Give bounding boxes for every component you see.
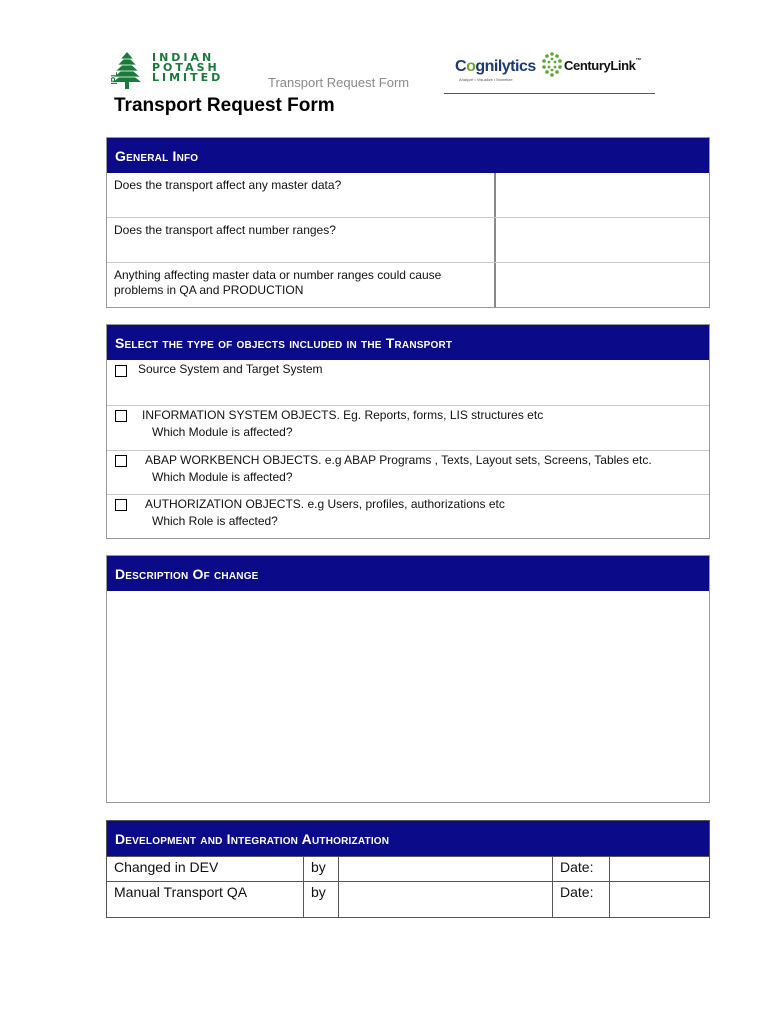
general-info-row (107, 173, 709, 217)
authorization-step-label: Manual Transport QA (107, 882, 304, 917)
date-field[interactable] (610, 882, 709, 917)
object-type-label: INFORMATION SYSTEM OBJECTS. Eg. Reports, forms, LIS structures etc (142, 408, 544, 422)
object-type-item (107, 450, 709, 494)
centurylink-logo (541, 50, 651, 80)
general-info-question: Anything affecting master data or number ranges could cause problems in QA and PRODUCTION (107, 263, 496, 307)
object-type-label: ABAP WORKBENCH OBJECTS. e.g ABAP Programs , Texts, Layout sets, Screens, Tables etc. (145, 453, 652, 467)
header-rule (444, 93, 655, 94)
object-type-subtext: Which Module is affected? (152, 470, 293, 484)
source-target-checkbox[interactable] (115, 365, 127, 377)
authorization-objects-checkbox[interactable] (115, 499, 127, 511)
cognilytics-tagline: Analyze • Visualize • Monetize (459, 77, 513, 82)
object-types-header: Select the type of objects included in the Transport (107, 325, 709, 360)
authorization-table (107, 856, 709, 917)
ipl-side-text: IPL (110, 72, 119, 85)
centurylink-burst-icon (541, 50, 563, 80)
object-type-subtext: Which Module is affected? (152, 425, 293, 439)
by-field[interactable] (339, 857, 553, 881)
ipl-line-3: LIMITED (152, 71, 224, 84)
general-info-header: General Info (107, 138, 709, 173)
authorization-section (106, 820, 710, 918)
date-label: Date: (553, 857, 610, 881)
page-title: Transport Request Form (114, 95, 335, 116)
description-header: Description Of change (107, 556, 709, 591)
description-field[interactable] (107, 591, 709, 802)
object-types-list (107, 360, 709, 538)
general-info-answer-field[interactable] (496, 218, 709, 262)
by-field[interactable] (339, 882, 553, 917)
general-info-row (107, 262, 709, 307)
abap-workbench-checkbox[interactable] (115, 455, 127, 467)
general-info-section (106, 137, 710, 308)
general-info-row (107, 217, 709, 262)
general-info-answer-field[interactable] (496, 263, 709, 307)
general-info-question: Does the transport affect number ranges? (107, 218, 496, 262)
object-type-subtext: Which Role is affected? (152, 514, 278, 528)
object-type-item (107, 405, 709, 450)
object-type-item (107, 494, 709, 538)
ipl-line-1: INDIAN (152, 51, 215, 64)
general-info-table (107, 173, 709, 307)
information-system-checkbox[interactable] (115, 410, 127, 422)
object-type-label: Source System and Target System (138, 362, 323, 376)
authorization-row (107, 856, 709, 881)
authorization-row (107, 881, 709, 917)
description-section (106, 555, 710, 803)
date-label: Date: (553, 882, 610, 917)
object-type-label: AUTHORIZATION OBJECTS. e.g Users, profiles, authorizations etc (145, 497, 505, 511)
centurylink-wordmark: CenturyLink™ (564, 58, 642, 73)
ipl-wordmark (152, 53, 223, 83)
general-info-question: Does the transport affect any master data? (107, 173, 496, 217)
object-type-item (107, 360, 709, 405)
authorization-step-label: Changed in DEV (107, 857, 304, 881)
by-label: by (304, 882, 339, 917)
object-types-section (106, 324, 710, 539)
authorization-header: Development and Integration Authorization (107, 821, 709, 856)
header-form-title: Transport Request Form (268, 75, 410, 90)
ipl-logo (112, 50, 242, 90)
cognilytics-wordmark: Cognilytics (455, 58, 536, 75)
ipl-line-2: POTASH (152, 61, 220, 74)
general-info-answer-field[interactable] (496, 173, 709, 217)
date-field[interactable] (610, 857, 709, 881)
cognilytics-logo (455, 58, 540, 88)
by-label: by (304, 857, 339, 881)
